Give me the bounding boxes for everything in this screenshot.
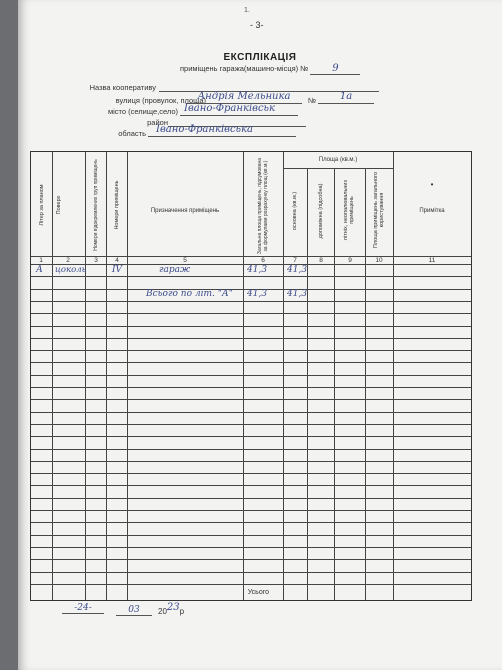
- header-note-mark: •: [430, 180, 434, 189]
- col-number: 2: [66, 257, 70, 264]
- table-row-line: [31, 338, 471, 339]
- table-row-line: [31, 510, 471, 511]
- table-row-line: [31, 424, 471, 425]
- header-floor: Поверх: [56, 195, 62, 215]
- row2-purpose: Всього по літ. "А": [146, 289, 233, 299]
- table-row-line: [31, 387, 471, 388]
- row1-main-area: 41,3: [287, 265, 308, 275]
- table-row-line: [31, 375, 471, 376]
- city-label: місто (селище,село): [107, 107, 178, 116]
- header-common-area: Площа приміщень загального користування: [373, 171, 385, 249]
- table-row-line: [31, 301, 471, 302]
- col-number: 11: [428, 257, 436, 264]
- row1-floor: цоколь: [55, 265, 87, 275]
- table-row-line: [31, 498, 471, 499]
- region-value: Івано-Франківська: [148, 124, 296, 137]
- table-row-line: [31, 436, 471, 437]
- year-prefix: 20: [158, 607, 167, 616]
- table-row-line: [31, 461, 471, 462]
- date-month: 03: [116, 605, 152, 616]
- header-group-numbers: Номери відокремлених груп приміщень: [93, 159, 99, 251]
- header-main-area: основна (кв.м.): [292, 191, 298, 231]
- header-aux-area: допоміжна (підсобна): [318, 183, 324, 239]
- col-number: 5: [183, 257, 187, 264]
- table-row-line: [31, 399, 471, 400]
- table-row-line: [31, 276, 471, 277]
- table-row-line: [31, 449, 471, 450]
- table-row-line: [31, 313, 471, 314]
- date-year: [158, 602, 185, 617]
- header-total-area: Загальна площа приміщень, підсумована за формулами розрахунку площ (кв.м.): [257, 157, 269, 255]
- col-number: 7: [293, 257, 297, 264]
- col-number: 3: [94, 257, 98, 264]
- header-note: Примітка: [419, 208, 445, 214]
- explication-table: [30, 151, 472, 601]
- street-value: Андрія Мельника: [186, 91, 302, 104]
- table-row-line: [31, 572, 471, 573]
- row2-total-area: 41,3: [247, 289, 268, 299]
- col-number: 1: [39, 257, 43, 264]
- table-row-line: [31, 485, 471, 486]
- header-purpose: Призначення приміщень: [150, 208, 220, 214]
- header-litera: Літер за планом: [39, 184, 45, 226]
- district-label: район: [147, 118, 168, 127]
- row1-litera: А: [36, 265, 43, 275]
- document-page: [18, 0, 502, 670]
- row1-purpose: гараж: [159, 265, 191, 275]
- table-row-line: [31, 350, 471, 351]
- city-value: Івано-Франківськ: [180, 103, 298, 116]
- row1-total-area: 41,3: [247, 265, 268, 275]
- street-label: вулиця (провулок, площа): [115, 96, 206, 105]
- col-number: 6: [261, 257, 265, 264]
- coop-label: Назва кооперативу: [89, 83, 156, 92]
- day-value: 24: [77, 603, 89, 613]
- table-row-line: [31, 473, 471, 474]
- year-suffix: 23: [166, 602, 180, 613]
- col-number: 8: [319, 257, 323, 264]
- table-row-line: [31, 547, 471, 548]
- col-number: 9: [348, 257, 352, 264]
- col-number: 10: [375, 257, 383, 264]
- region-label: область: [118, 129, 146, 138]
- subtitle-prefix: приміщень гаража(машино-місця) №: [180, 64, 309, 73]
- number-sign: №: [307, 96, 316, 105]
- table-row-line: [31, 326, 471, 327]
- header-room-numbers: Номери приміщень: [114, 180, 120, 230]
- table-row-line: [31, 522, 471, 523]
- row1-room: IV: [112, 265, 123, 275]
- row2-main-area: 41,3: [287, 289, 308, 299]
- date-day: -24-: [62, 603, 104, 614]
- total-label: Усього: [247, 589, 269, 596]
- document-subtitle: [180, 63, 360, 75]
- year-unit: р: [179, 607, 185, 616]
- header-area-group: Площа (кв.м.): [318, 157, 358, 163]
- col-number: 4: [115, 257, 119, 264]
- table-row-line: [31, 362, 471, 363]
- table-row-line: [31, 535, 471, 536]
- page-number: - 3-: [250, 20, 264, 30]
- top-mark: 1.: [244, 7, 250, 14]
- table-row-line: [31, 559, 471, 560]
- table-row-line: [31, 412, 471, 413]
- garage-number: 9: [310, 63, 360, 75]
- table-row-line: [31, 584, 471, 585]
- header-summer-area: літніх, неопалювальних приміщень: [343, 179, 355, 241]
- house-number: 1а: [318, 91, 374, 104]
- document-title: ЕКСПЛІКАЦІЯ: [223, 52, 297, 63]
